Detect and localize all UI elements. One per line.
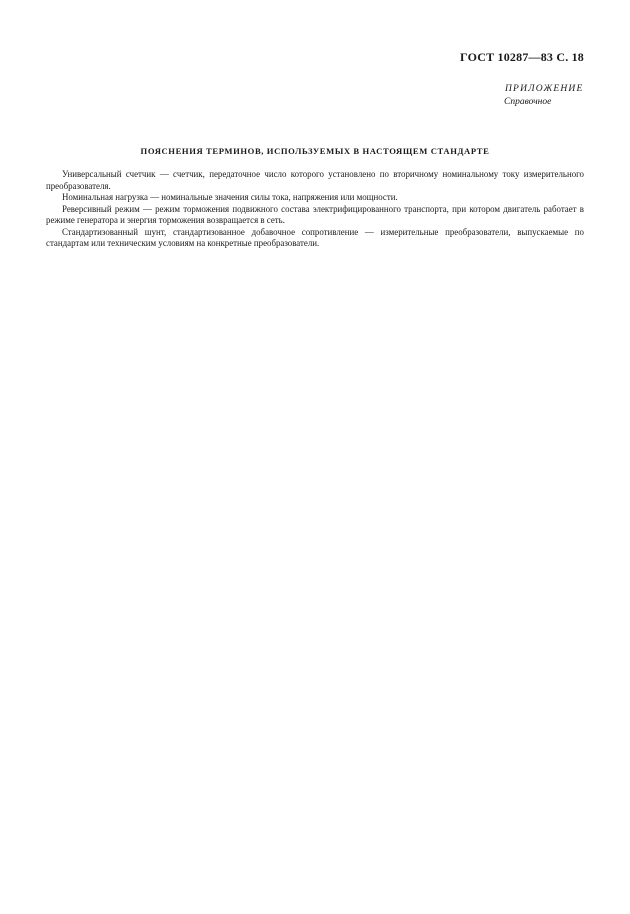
paragraph-standard-shunt: Стандартизованный шунт, стандартизованное добавочное сопротивление — измерительные преобразователи, выпускаемые по стандартам или техническим условиям на конкретные преобразователи. xyxy=(46,226,584,248)
appendix-type: Справочное xyxy=(504,97,552,107)
paragraph-universal-counter: Универсальный счетчик — счетчик, передаточное число которого установлено по вторичному номинальному току измерительного преобразователя. xyxy=(46,169,584,191)
page-header-standard-ref: ГОСТ 10287—83 С. 18 xyxy=(460,50,584,64)
appendix-label: ПРИЛОЖЕНИЕ xyxy=(505,84,584,94)
section-title: ПОЯСНЕНИЯ ТЕРМИНОВ, ИСПОЛЬЗУЕМЫХ В НАСТОЯЩЕМ СТАНДАРТЕ xyxy=(140,146,490,156)
paragraph-nominal-load: Номинальная нагрузка — номинальные значения силы тока, напряжения или мощности. xyxy=(62,192,398,202)
appendix-heading xyxy=(505,84,615,107)
paragraph-reverse-mode: Реверсивный режим — режим торможения подвижного состава электрифицированного транспорта, при котором двигатель работает в режиме генератора и энергия торможения возвращается в сеть. xyxy=(46,203,584,225)
body-text xyxy=(46,169,584,250)
